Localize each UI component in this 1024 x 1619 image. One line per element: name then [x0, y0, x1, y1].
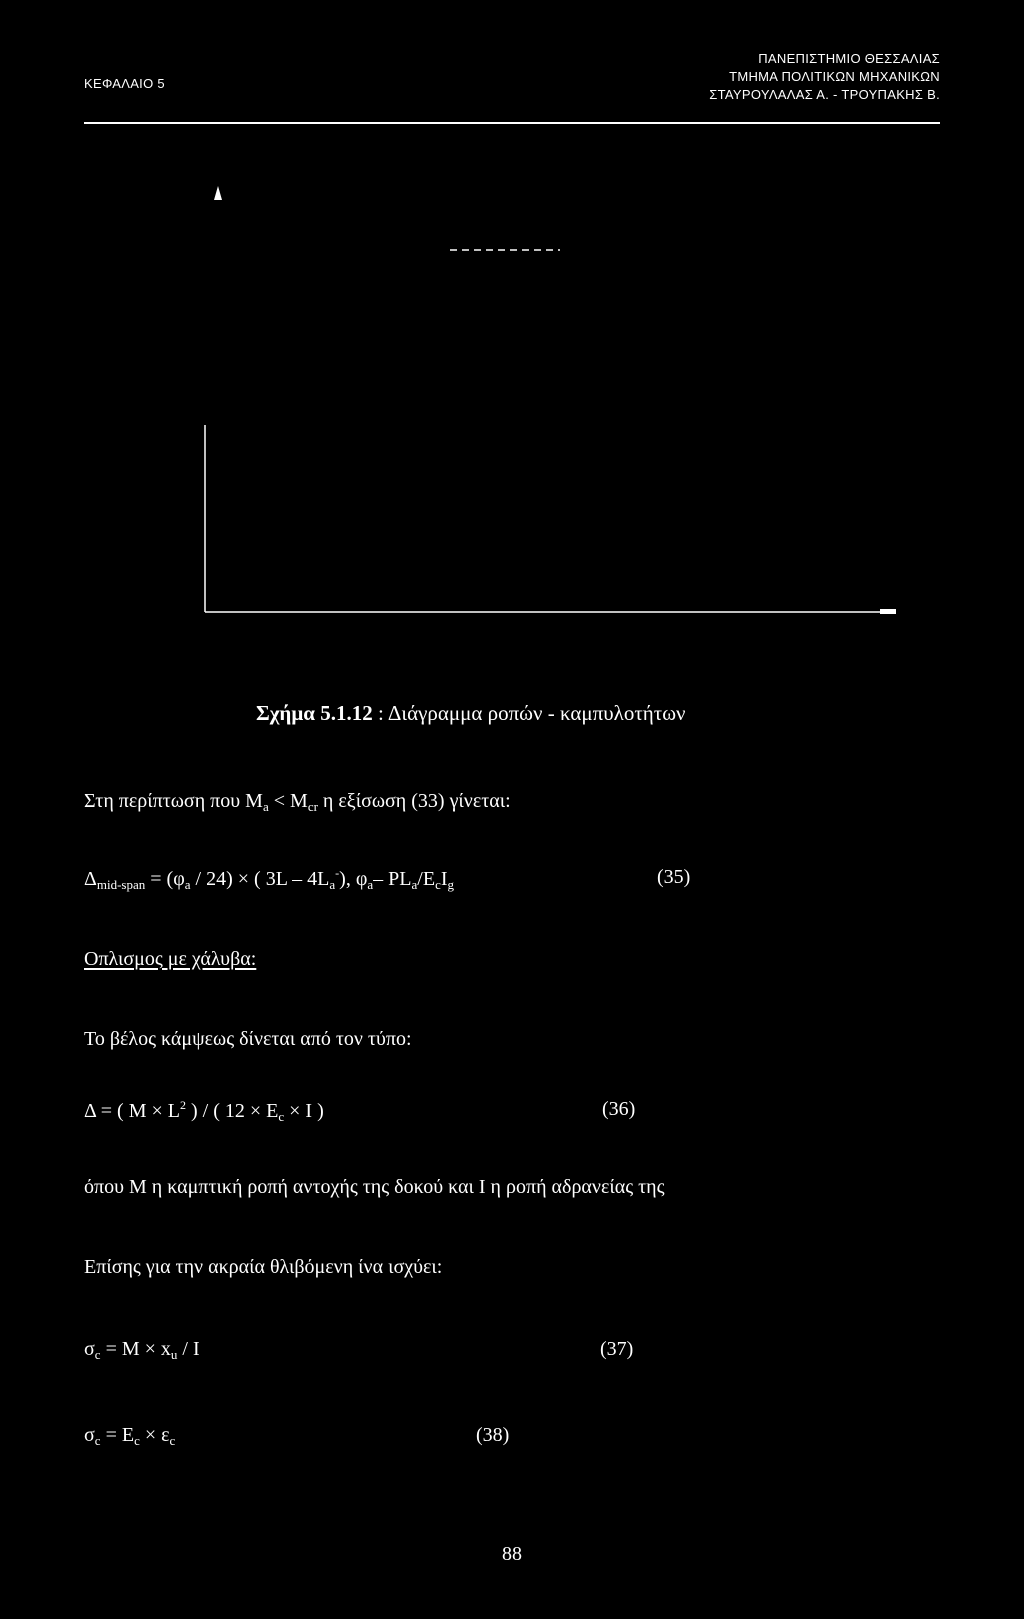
axis-arrow-up	[214, 186, 222, 200]
page-number: 88	[502, 1543, 522, 1565]
equation-38-number: (38)	[476, 1424, 510, 1446]
equation-37-number: (37)	[600, 1338, 634, 1360]
moment-curvature-figure	[0, 0, 1024, 680]
chapter-label: ΚΕΦΑΛΑΙΟ 5	[84, 76, 165, 91]
equation-36-number: (36)	[602, 1098, 636, 1120]
figure-title: : Διάγραμμα ροπών - καμπυλοτήτων	[372, 701, 686, 725]
steel-heading: Οπλισμος με χάλυβα:	[84, 948, 257, 970]
deflection-intro: Το βέλος κάμψεως δίνεται από τον τύπο:	[84, 1028, 412, 1050]
header-authors: ΣΤΑΥΡΟΥΛΑΛΑΣ Α. - ΤΡΟΥΠΑΚΗΣ Β.	[709, 87, 940, 102]
also-paragraph: Επίσης για την ακραία θλιβόμενη ίνα ισχύει:	[84, 1256, 443, 1278]
equation-36: Δ = ( $M \times L^2$ ) / ( $12 \times E_c \times I$ )	[84, 1098, 324, 1124]
header-department: ΤΜΗΜΑ ΠΟΛΙΤΙΚΩΝ ΜΗΧΑΝΙΚΩΝ	[729, 69, 940, 84]
equation-37: $\sigma_c = M \times x_u / I$	[84, 1338, 200, 1362]
header-university: ΠΑΝΕΠΙΣΤΗΜΙΟ ΘΕΣΣΑΛΙΑΣ	[758, 51, 940, 66]
equation-35: $\Delta_{mid-span} = (\varphi_a / 24)$ × ( $3L - 4L_a^-$), $\varphi_a-$ $PL_a/E_cI_g$	[84, 866, 455, 892]
where-paragraph: όπου M η καμπτική ροπή αντοχής της δοκού και I η ροπή αδρανείας της	[84, 1176, 665, 1198]
equation-38: $\sigma_c = E_c \times \varepsilon_c$	[84, 1424, 176, 1448]
case-paragraph: Στη περίπτωση που $M_a < M_{cr}$ η εξίσωση (33) γίνεται:	[84, 790, 511, 814]
figure-caption	[256, 701, 686, 726]
equation-35-number: (35)	[657, 866, 691, 888]
figure-label: Σχήμα 5.1.12	[256, 701, 373, 725]
axis-arrow-right	[880, 609, 896, 614]
